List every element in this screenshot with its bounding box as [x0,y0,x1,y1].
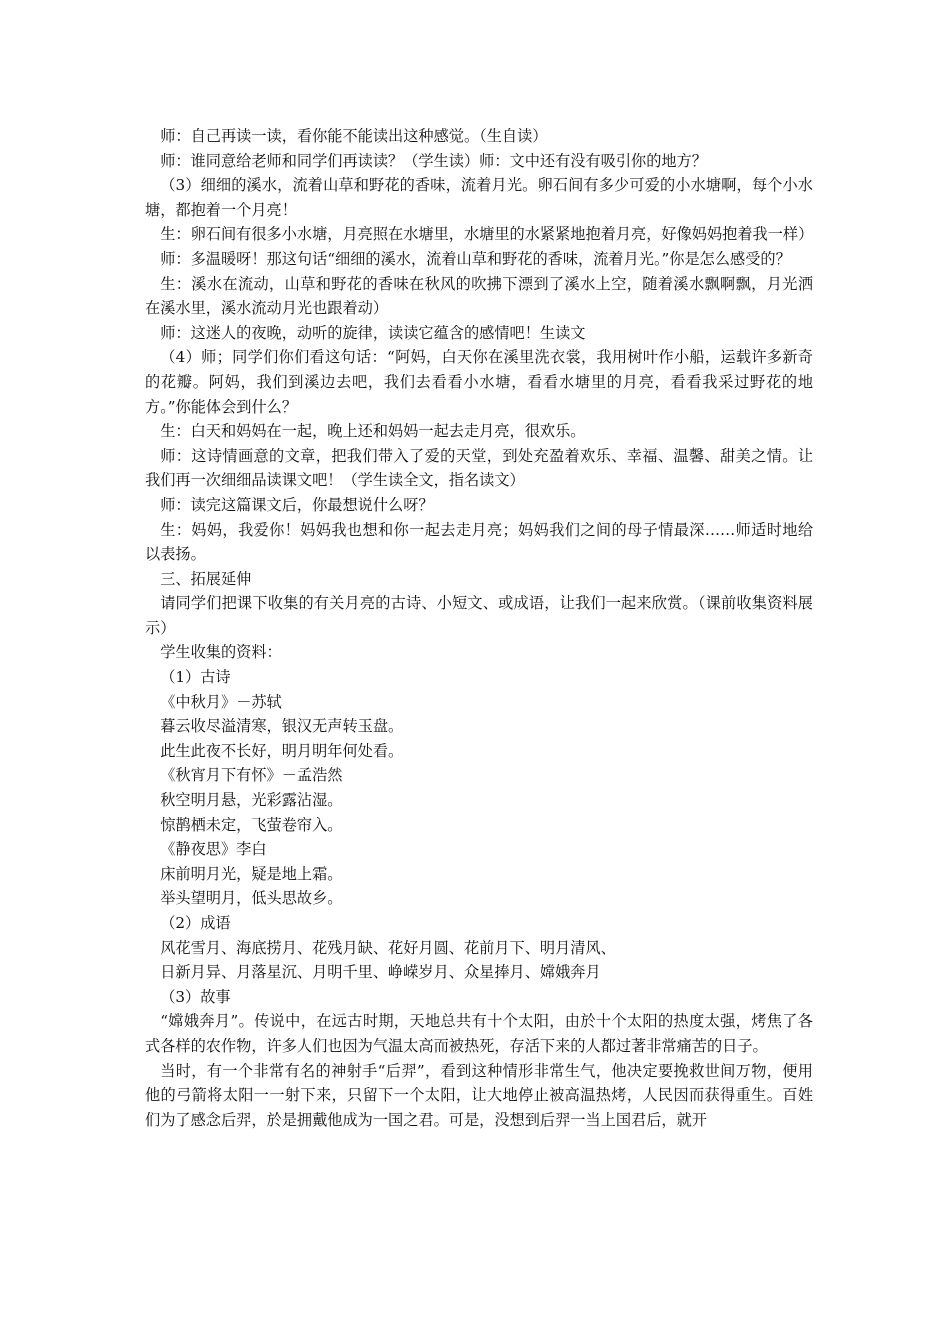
paragraph: 《静夜思》李白 [160,840,267,859]
paragraph: 《秋宵月下有怀》－孟浩然 [160,766,343,785]
paragraph: 师：自己再读一读，看你能不能读出这种感觉。（生自读） [160,127,548,145]
paragraph: 当时，有一个非常有名的神射手“后羿”，看到这种情形非常生气，他决定要挽救世间万物，便用他的弓箭将太阳一一射下来，只留下一个太阳，让大地停止被高温热烤，人民因而获得重生。百姓们为了感念后羿，於是拥戴他成为一国之君。可是，没想到后羿一当上国君后，就开 [145,1061,813,1129]
paragraph: 此生此夜不长好，明月明年何处看。 [160,741,404,760]
paragraph: 床前明月光，疑是地上霜。 [160,864,343,883]
paragraph: 《中秋月》－苏轼 [160,692,282,711]
paragraph: （1）古诗 [160,668,231,687]
paragraph: 生：妈妈，我爱你！妈妈我也想和你一起去走月亮；妈妈我们之间的母子情最深……师适时地给以表扬。 [145,520,813,564]
paragraph: 师：这诗情画意的文章，把我们带入了爱的天堂，到处充盈着欢乐、幸福、温馨、甜美之情。让我们再一次细细品读课文吧！（学生读全文，指名读文） [145,446,813,490]
paragraph: 惊鹊栖未定，飞萤卷帘入。 [160,815,343,834]
paragraph: （3）细细的溪水，流着山草和野花的香味，流着月光。卵石间有多少可爱的小水塘啊，每个小水塘，都抱着一个月亮！ [145,176,813,219]
paragraph: （4）师；同学们你们看这句话：“阿妈，白天你在溪里洗衣裳，我用树叶作小船，运载许多新奇的花瓣。阿妈，我们到溪边去吧，我们去看看小水塘，看看水塘里的月亮，看看我采过野花的地方。”你能体会到什么？ [145,348,813,416]
document-body [145,124,813,1132]
paragraph: 日新月异、月落星沉、月明千里、峥嵘岁月、众星捧月、嫦娥奔月 [160,963,601,982]
paragraph: 师：读完这篇课文后，你最想说什么呀？ [160,495,434,514]
paragraph: 暮云收尽溢清寒，银汉无声转玉盘。 [160,717,404,736]
paragraph: “嫦娥奔月”。传说中，在远古时期，天地总共有十个太阳，由於十个太阳的热度太强，烤焦了各式各样的农作物，许多人们也因为气温太高而被热死，存活下来的人都过著非常痛苦的日子。 [145,1012,813,1055]
paragraph: 师：谁同意给老师和同学们再读读？（学生读）师：文中还有没有吸引你的地方？ [160,151,707,170]
paragraph: 师：这迷人的夜晚，动听的旋律，读读它蕴含的感情吧！生读文 [160,323,586,342]
paragraph: 三、拓展延伸 [160,569,252,588]
paragraph: 生：白天和妈妈在一起，晚上还和妈妈一起去走月亮，很欢乐。 [160,422,586,441]
paragraph: （3）故事 [160,987,231,1006]
paragraph: 秋空明月悬，光彩露沾湿。 [160,791,343,810]
paragraph: 生：溪水在流动，山草和野花的香味在秋风的吹拂下漂到了溪水上空，随着溪水飘啊飘，月光洒在溪水里，溪水流动月光也跟着动） [145,274,813,318]
paragraph: 学生收集的资料： [160,643,282,662]
paragraph: 请同学们把课下收集的有关月亮的古诗、小短文、或成语，让我们一起来欣赏。（课前收集资料展示） [145,594,813,637]
paragraph: 师：多温暖呀！那这句话“细细的溪水，流着山草和野花的香味，流着月光。”你是怎么感受的？ [160,249,791,268]
paragraph: 生：卵石间有很多小水塘，月亮照在水塘里，水塘里的水紧紧地抱着月亮，好像妈妈抱着我一样） [160,225,814,244]
paragraph: 风花雪月、海底捞月、花残月缺、花好月圆、花前月下、明月清风、 [160,938,616,957]
paragraph: 举头望明月，低头思故乡。 [160,889,343,908]
paragraph: （2）成语 [160,914,231,932]
